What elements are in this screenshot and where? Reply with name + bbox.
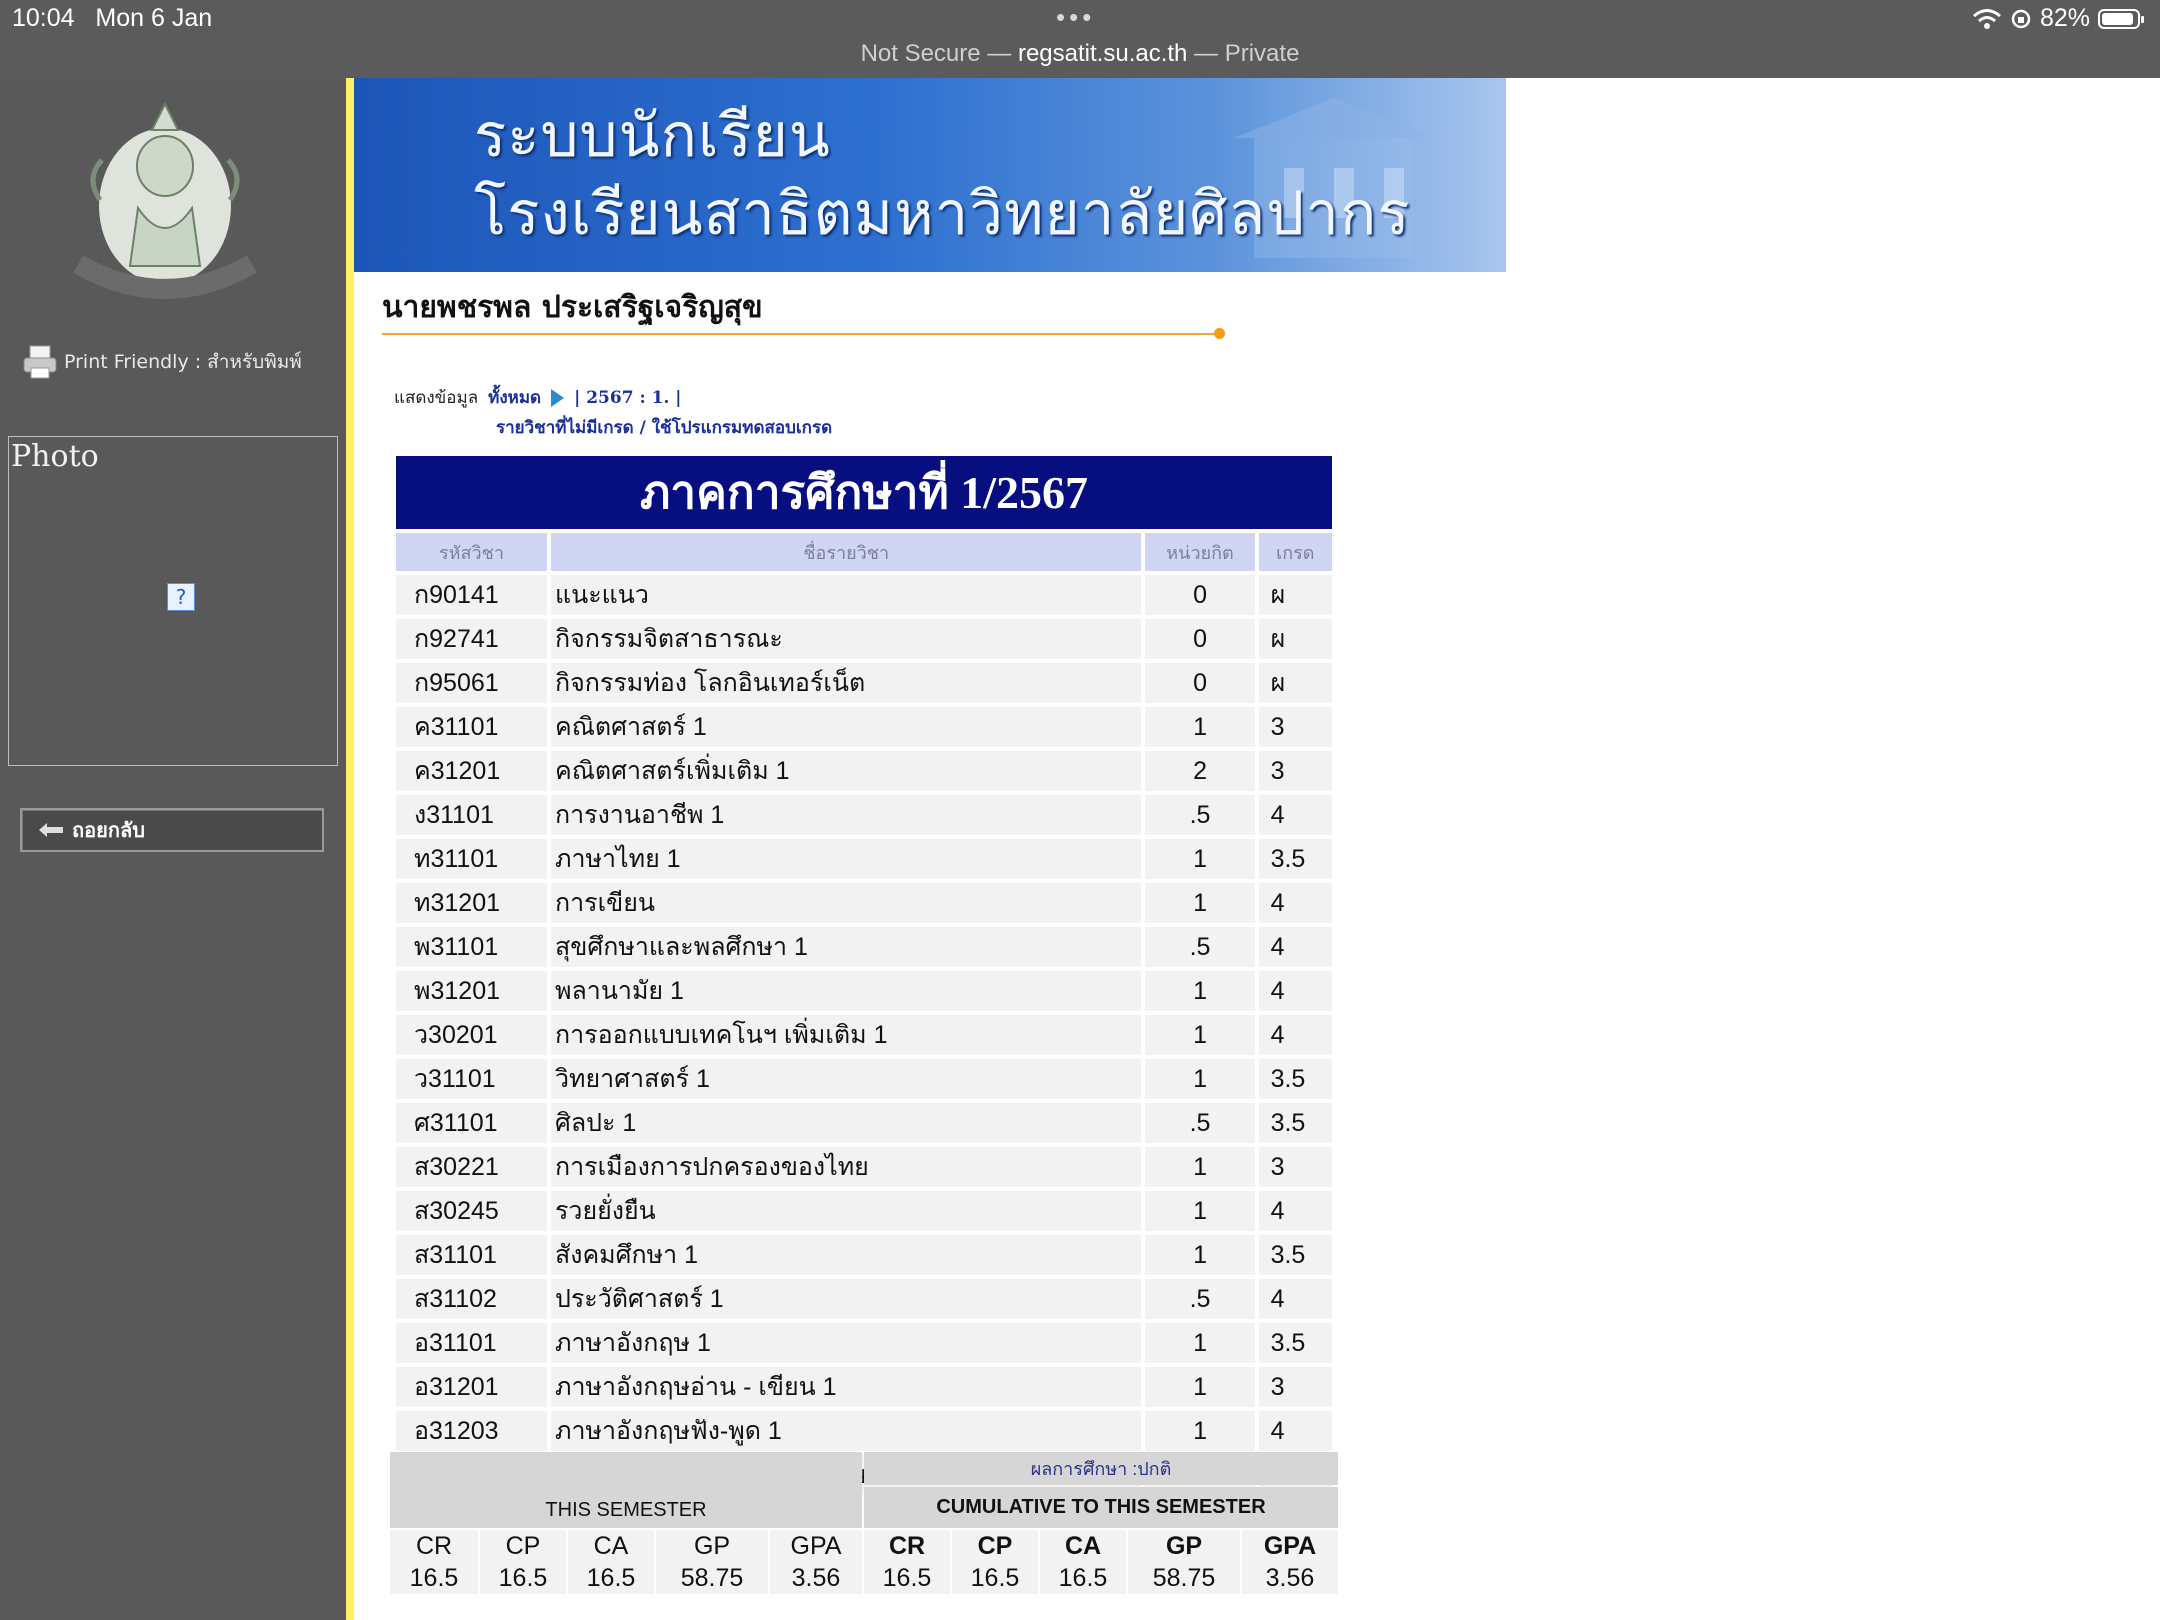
course-name: การเขียน <box>551 883 1141 923</box>
cumulative-gp-cell <box>1128 1530 1240 1594</box>
course-code: อ31101 <box>396 1323 547 1363</box>
course-grade: 3.5 <box>1259 1103 1332 1143</box>
wifi-icon <box>1972 8 2002 30</box>
cumulative-cr-cell <box>864 1530 950 1594</box>
course-credit: 1 <box>1145 1323 1254 1363</box>
course-credit: 1 <box>1145 883 1254 923</box>
summary-table <box>388 1450 1340 1596</box>
course-credit: 1 <box>1145 1411 1254 1451</box>
student-photo <box>8 436 338 766</box>
this-semester-cr-label: CR <box>415 1532 453 1560</box>
this-semester-cp-label: CP <box>505 1532 541 1560</box>
this-semester-cr-cell <box>390 1530 478 1594</box>
course-credit: .5 <box>1145 927 1254 967</box>
banner-title: ระบบนักเรียน <box>474 101 831 171</box>
cumulative-label: CUMULATIVE TO THIS SEMESTER <box>864 1487 1338 1528</box>
course-grade: 4 <box>1259 1191 1332 1231</box>
course-code: ก95061 <box>396 663 547 703</box>
course-code: ก90141 <box>396 575 547 615</box>
course-row <box>396 1191 1332 1231</box>
missing-image-icon: ? <box>167 583 195 611</box>
battery-percent: 82% <box>2039 4 2090 32</box>
arrow-left-icon <box>38 822 64 838</box>
cumulative-gpa-value: 3.56 <box>1265 1564 1315 1592</box>
course-code: ส31101 <box>396 1235 547 1275</box>
course-grade: ผ <box>1259 663 1332 703</box>
course-name: ศิลปะ 1 <box>551 1103 1141 1143</box>
course-row <box>396 1411 1332 1451</box>
course-name: แนะแนว <box>551 575 1141 615</box>
cumulative-cp-cell <box>952 1530 1038 1594</box>
course-name: สุขศึกษาและพลศึกษา 1 <box>551 927 1141 967</box>
this-semester-gp-cell <box>656 1530 768 1594</box>
course-credit: 1 <box>1145 1367 1254 1407</box>
course-name: กิจกรรมจิตสาธารณะ <box>551 619 1141 659</box>
course-grade: 3 <box>1259 1367 1332 1407</box>
this-semester-ca-value: 16.5 <box>586 1564 636 1592</box>
address-bar[interactable] <box>0 40 2160 68</box>
course-code: ก92741 <box>396 619 547 659</box>
course-name: รวยยั่งยืน <box>551 1191 1141 1231</box>
course-credit: 1 <box>1145 1147 1254 1187</box>
student-name: นายพชรพล ประเสริฐเจริญสุข <box>382 290 763 325</box>
course-code: อ31201 <box>396 1367 547 1407</box>
filter-bar <box>394 384 682 411</box>
course-row <box>396 1147 1332 1187</box>
orientation-lock-icon <box>2010 8 2032 30</box>
course-grade: 4 <box>1259 971 1332 1011</box>
course-row <box>396 575 1332 615</box>
course-row <box>396 883 1332 923</box>
course-credit: 1 <box>1145 1191 1254 1231</box>
ungraded-courses-link[interactable]: รายวิชาที่ไม่มีเกรด / ใช้โปรแกรมทดสอบเกรด <box>496 418 833 438</box>
cumulative-gp-value: 58.75 <box>1152 1564 1216 1592</box>
course-code: ว30201 <box>396 1015 547 1055</box>
course-grade: 4 <box>1259 1279 1332 1319</box>
course-name: ประวัติศาสตร์ 1 <box>551 1279 1141 1319</box>
course-credit: 0 <box>1145 575 1254 615</box>
course-grade: 3 <box>1259 707 1332 747</box>
course-code: ส31102 <box>396 1279 547 1319</box>
sidebar <box>0 78 346 1620</box>
col-header-credit: หน่วยกิต <box>1145 533 1254 571</box>
course-credit: 0 <box>1145 619 1254 659</box>
title-underline <box>382 333 1218 335</box>
more-dots-icon[interactable]: ••• <box>1056 2 1096 32</box>
course-code: พ31201 <box>396 971 547 1011</box>
course-grade: 3.5 <box>1259 1323 1332 1363</box>
course-row <box>396 619 1332 659</box>
course-code: ศ31101 <box>396 1103 547 1143</box>
course-grade: 3.5 <box>1259 839 1332 879</box>
course-row <box>396 663 1332 703</box>
course-code: ท31201 <box>396 883 547 923</box>
battery-icon <box>2098 9 2140 29</box>
cumulative-cp-value: 16.5 <box>970 1564 1020 1592</box>
status-time: 10:04 <box>12 4 75 32</box>
course-row <box>396 1103 1332 1143</box>
cumulative-gpa-label: GPA <box>1263 1532 1317 1560</box>
course-name: ภาษาไทย 1 <box>551 839 1141 879</box>
url-security-label: Not Secure — <box>860 40 1018 67</box>
course-code: อ31203 <box>396 1411 547 1451</box>
course-row <box>396 795 1332 835</box>
url-host: regsatit.su.ac.th <box>1017 40 1188 67</box>
col-header-grade: เกรด <box>1259 533 1332 571</box>
course-name: การเมืองการปกครองของไทย <box>551 1147 1141 1187</box>
course-credit: 1 <box>1145 1235 1254 1275</box>
course-name: พลานามัย 1 <box>551 971 1141 1011</box>
this-semester-ca-label: CA <box>593 1532 629 1560</box>
back-button-label: ถอยกลับ <box>72 818 145 842</box>
course-row <box>396 751 1332 791</box>
cumulative-gp-label: GP <box>1165 1532 1203 1560</box>
this-semester-gpa-label: GPA <box>790 1532 842 1560</box>
course-credit: 1 <box>1145 971 1254 1011</box>
semester-title: ภาคการศึกษาที่ 1/2567 <box>396 456 1332 529</box>
course-grade: 4 <box>1259 883 1332 923</box>
course-name: การงานอาชีพ 1 <box>551 795 1141 835</box>
status-date: Mon 6 Jan <box>95 4 213 32</box>
course-grade: 4 <box>1259 795 1332 835</box>
course-code: พ31101 <box>396 927 547 967</box>
course-credit: 1 <box>1145 1015 1254 1055</box>
this-semester-gp-label: GP <box>693 1532 731 1560</box>
course-grade: 3 <box>1259 751 1332 791</box>
course-grade: 3 <box>1259 1147 1332 1187</box>
cumulative-cr-value: 16.5 <box>882 1564 932 1592</box>
cumulative-cr-label: CR <box>888 1532 926 1560</box>
cumulative-ca-value: 16.5 <box>1058 1564 1108 1592</box>
url-mode-label: — Private <box>1187 40 1300 67</box>
this-semester-label: THIS SEMESTER <box>390 1452 862 1528</box>
cumulative-ca-cell <box>1040 1530 1126 1594</box>
course-credit: .5 <box>1145 1103 1254 1143</box>
course-code: ส30245 <box>396 1191 547 1231</box>
course-row <box>396 1015 1332 1055</box>
this-semester-cp-cell <box>480 1530 566 1594</box>
cumulative-ca-label: CA <box>1064 1532 1102 1560</box>
course-row <box>396 971 1332 1011</box>
photo-label: Photo <box>11 439 99 474</box>
course-name: คณิตศาสตร์เพิ่มเติม 1 <box>551 751 1141 791</box>
course-name: การออกแบบเทคโนฯ เพิ่มเติม 1 <box>551 1015 1141 1055</box>
result-status: ผลการศึกษา :ปกติ <box>864 1452 1338 1485</box>
course-grade: ผ <box>1259 575 1332 615</box>
course-name: กิจกรรมท่อง โลกอินเทอร์เน็ต <box>551 663 1141 703</box>
col-header-code: รหัสวิชา <box>396 533 547 571</box>
course-row <box>396 707 1332 747</box>
course-grade: 3.5 <box>1259 1059 1332 1099</box>
sidebar-divider <box>346 78 354 1620</box>
course-credit: 2 <box>1145 751 1254 791</box>
course-credit: 1 <box>1145 839 1254 879</box>
filter-label: แสดงข้อมูล <box>394 388 479 408</box>
course-credit: .5 <box>1145 1279 1254 1319</box>
status-time-date <box>12 4 212 33</box>
filter-all-link[interactable]: ทั้งหมด <box>488 388 542 408</box>
this-semester-ca-cell <box>568 1530 654 1594</box>
course-credit: 1 <box>1145 1059 1254 1099</box>
print-friendly-label: Print Friendly : สำหรับพิมพ์ <box>64 351 302 373</box>
course-name: ภาษาอังกฤษอ่าน - เขียน 1 <box>551 1367 1141 1407</box>
banner-subtitle: โรงเรียนสาธิตมหาวิทยาลัยศิลปากร <box>474 179 1411 249</box>
course-credit: 0 <box>1145 663 1254 703</box>
cumulative-cp-label: CP <box>977 1532 1013 1560</box>
course-code: ค31201 <box>396 751 547 791</box>
course-code: ส30221 <box>396 1147 547 1187</box>
course-code: ง31101 <box>396 795 547 835</box>
print-friendly-link[interactable] <box>22 344 302 380</box>
course-credit: .5 <box>1145 795 1254 835</box>
header-banner <box>354 78 1506 272</box>
course-name: สังคมศึกษา 1 <box>551 1235 1141 1275</box>
course-name: ภาษาอังกฤษ 1 <box>551 1323 1141 1363</box>
course-row <box>396 927 1332 967</box>
course-code: ค31101 <box>396 707 547 747</box>
course-credit: 1 <box>1145 707 1254 747</box>
course-row <box>396 1323 1332 1363</box>
course-grade: ผ <box>1259 619 1332 659</box>
course-name: วิทยาศาสตร์ 1 <box>551 1059 1141 1099</box>
course-name: ภาษาอังกฤษฟัง-พูด 1 <box>551 1411 1141 1451</box>
course-code: ว31101 <box>396 1059 547 1099</box>
status-indicators <box>1972 4 2140 33</box>
play-triangle-icon <box>551 389 564 407</box>
printer-icon <box>22 344 58 380</box>
course-grade: 3.5 <box>1259 1235 1332 1275</box>
course-grade: 4 <box>1259 1411 1332 1451</box>
back-button[interactable] <box>20 808 324 852</box>
col-header-name: ชื่อรายวิชา <box>551 533 1141 571</box>
this-semester-gpa-cell <box>770 1530 862 1594</box>
cumulative-gpa-cell <box>1242 1530 1338 1594</box>
school-emblem-logo <box>60 88 270 308</box>
status-bar <box>0 0 2160 78</box>
grades-table <box>392 452 1336 1499</box>
course-row <box>396 839 1332 879</box>
title-underline-dot <box>1214 328 1225 339</box>
this-semester-cr-value: 16.5 <box>409 1564 459 1592</box>
course-name: คณิตศาสตร์ 1 <box>551 707 1141 747</box>
course-grade: 4 <box>1259 927 1332 967</box>
course-code: ท31101 <box>396 839 547 879</box>
course-grade: 4 <box>1259 1015 1332 1055</box>
course-row <box>396 1235 1332 1275</box>
filter-term-link[interactable]: | 2567 : 1. | <box>574 387 682 408</box>
this-semester-gp-value: 58.75 <box>680 1564 744 1592</box>
course-row <box>396 1059 1332 1099</box>
course-row <box>396 1367 1332 1407</box>
this-semester-cp-value: 16.5 <box>498 1564 548 1592</box>
course-row <box>396 1279 1332 1319</box>
this-semester-gpa-value: 3.56 <box>791 1564 841 1592</box>
